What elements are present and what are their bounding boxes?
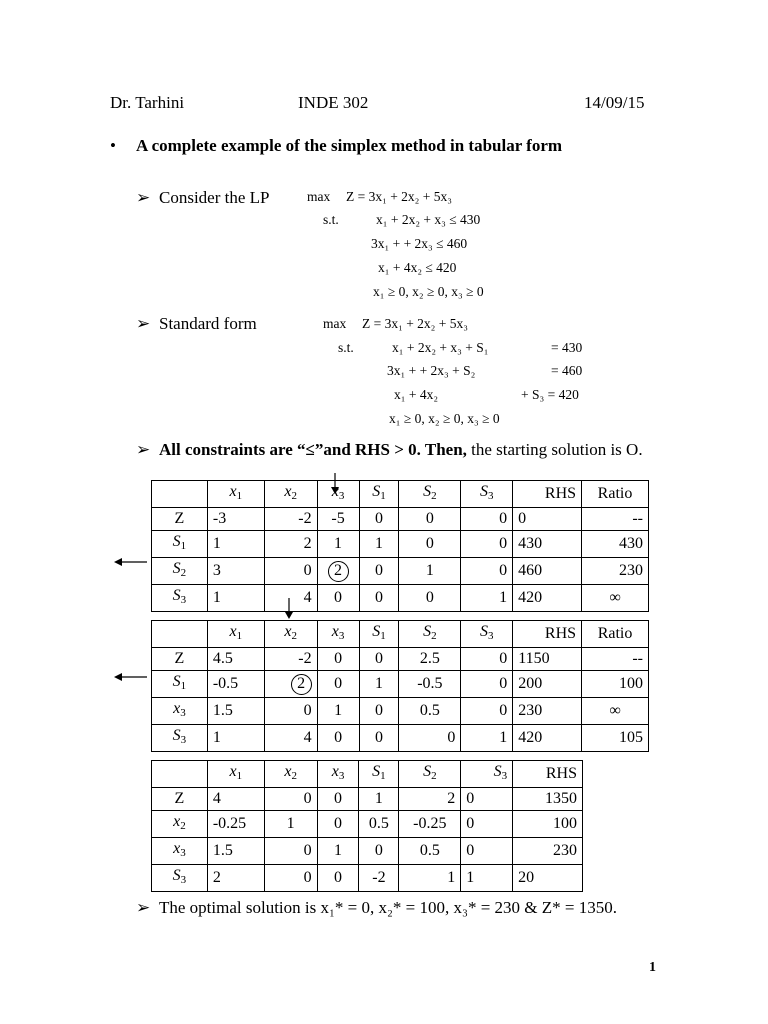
row-label: $S_3$	[152, 725, 208, 752]
table-cell: 1	[317, 531, 359, 558]
table-cell: 0	[317, 725, 359, 752]
standard-max: max	[323, 316, 347, 331]
table-row	[152, 671, 649, 698]
table-cell: 0	[359, 725, 399, 752]
column-header: $x_1$	[207, 761, 264, 788]
column-header: RHS	[513, 621, 582, 648]
column-header: $S_3$	[461, 761, 513, 788]
table-cell: 2	[207, 865, 264, 892]
column-header: $x_3$	[317, 761, 359, 788]
table-cell: 0	[461, 838, 513, 865]
table-cell: 4	[264, 585, 317, 612]
table-cell: 1	[359, 531, 399, 558]
row-label: $S_3$	[152, 865, 208, 892]
table-cell: 0.5	[359, 811, 399, 838]
table-cell: 0	[399, 585, 461, 612]
row-label: $x_3$	[152, 698, 208, 725]
table-row	[152, 838, 583, 865]
table-cell: 4	[264, 725, 317, 752]
row-label: Z	[152, 648, 208, 671]
table-row	[152, 531, 649, 558]
table-row	[152, 508, 649, 531]
table-cell: 105	[582, 725, 649, 752]
table-row	[152, 725, 649, 752]
optimal-solution: The optimal solution is x₁* = 0, x₂* = 100, x₃* = 230 & Z* = 1350.	[159, 898, 617, 917]
page-title: A complete example of the simplex method in tabular form	[136, 136, 563, 155]
standard-c1-right: = 430	[551, 340, 583, 355]
table-cell: 230	[582, 558, 649, 585]
column-header: RHS	[513, 761, 583, 788]
table-header-row	[152, 761, 583, 788]
standard-c1-left: x₁ + 2x₂ + x₃ + S₁	[392, 340, 489, 355]
table-cell: 2.5	[399, 648, 461, 671]
table-cell: 20	[513, 865, 583, 892]
standard-objective: Z = 3x₁ + 2x₂ + 5x₃	[362, 316, 468, 331]
statement-bold: All constraints are “≤”and RHS > 0. Then,	[159, 440, 467, 459]
row-label: Z	[152, 788, 208, 811]
leaving-arrow-1	[114, 558, 147, 566]
table-cell: 1	[264, 811, 317, 838]
table-cell: 0	[359, 508, 399, 531]
table-cell: 0	[264, 788, 317, 811]
table-row	[152, 585, 649, 612]
table-cell: 0	[317, 671, 359, 698]
table-row	[152, 865, 583, 892]
table-cell: 0	[359, 838, 399, 865]
table-cell: 0	[264, 698, 317, 725]
table-cell: 1	[207, 725, 264, 752]
consider-constraint-1: x₁ + 2x₂ + x₃ ≤ 430	[376, 212, 481, 227]
row-label: $x_2$	[152, 811, 208, 838]
table-cell: 230	[513, 838, 583, 865]
table-cell: -5	[317, 508, 359, 531]
table-cell: -2	[264, 648, 317, 671]
column-header: $S_1$	[359, 481, 399, 508]
column-header: $S_3$	[461, 481, 513, 508]
table-cell: 100	[513, 811, 583, 838]
table-header-row	[152, 481, 649, 508]
table-cell: 100	[582, 671, 649, 698]
table-cell: -0.5	[207, 671, 264, 698]
arrowhead-icon: ➢	[136, 314, 151, 333]
header-author: Dr. Tarhini	[110, 93, 185, 112]
table-cell: 0	[359, 698, 399, 725]
consider-nonneg: x₁ ≥ 0, x₂ ≥ 0, x₃ ≥ 0	[373, 284, 484, 299]
table-cell: 0	[461, 558, 513, 585]
consider-max: max	[307, 189, 331, 204]
table-cell: 0	[461, 648, 513, 671]
table-cell: 0	[513, 508, 582, 531]
table-cell: -0.5	[399, 671, 461, 698]
table-cell: 1	[461, 865, 513, 892]
row-label: $S_1$	[152, 531, 208, 558]
leaving-arrow-2	[114, 673, 147, 681]
table-cell: 1350	[513, 788, 583, 811]
table-cell: 0	[461, 811, 513, 838]
table-cell: 3	[207, 558, 264, 585]
table-cell: ∞	[582, 698, 649, 725]
arrowhead-icon: ➢	[136, 440, 151, 459]
table-cell: 420	[513, 585, 582, 612]
table-cell: ∞	[582, 585, 649, 612]
table-cell: 4.5	[207, 648, 264, 671]
column-header: $x_3$	[317, 481, 359, 508]
standard-st: s.t.	[338, 340, 354, 355]
table-cell: 430	[582, 531, 649, 558]
header-date: 14/09/15	[584, 93, 645, 112]
table-cell: 1	[399, 865, 461, 892]
consider-objective: Z = 3x₁ + 2x₂ + 5x₃	[346, 189, 452, 204]
tableau-2	[151, 620, 649, 752]
header-course: INDE 302	[298, 93, 369, 112]
pivot-element: 2	[328, 561, 349, 582]
table-row	[152, 558, 649, 585]
consider-st: s.t.	[323, 212, 339, 227]
consider-constraint-2: 3x₁ + + 2x₃ ≤ 460	[371, 236, 468, 251]
row-label: $x_3$	[152, 838, 208, 865]
table-cell: 0.5	[399, 838, 461, 865]
table-cell	[152, 621, 208, 648]
page-number: 1	[649, 960, 656, 975]
table-cell: 1	[399, 558, 461, 585]
table-cell: 1.5	[207, 838, 264, 865]
table-cell: 1	[207, 531, 264, 558]
table-cell: 0	[461, 698, 513, 725]
row-label: $S_1$	[152, 671, 208, 698]
table-cell: 0	[461, 508, 513, 531]
table-cell: -2	[359, 865, 399, 892]
table-row	[152, 788, 583, 811]
column-header: $S_2$	[399, 481, 461, 508]
column-header: $x_2$	[264, 621, 317, 648]
table-cell: 0	[264, 865, 317, 892]
table-cell: 0	[317, 811, 359, 838]
column-header: $x_1$	[207, 621, 264, 648]
table-cell: 0	[461, 531, 513, 558]
column-header: $x_1$	[207, 481, 264, 508]
column-header: Ratio	[582, 481, 649, 508]
row-label: $S_3$	[152, 585, 208, 612]
column-header: $x_2$	[264, 481, 317, 508]
table-cell: 420	[513, 725, 582, 752]
table-cell: 0	[359, 585, 399, 612]
table-cell: 230	[513, 698, 582, 725]
column-header: $S_1$	[359, 621, 399, 648]
table-cell: 0	[461, 671, 513, 698]
table-cell: 2	[264, 531, 317, 558]
standard-c2-right: = 460	[551, 363, 583, 378]
table-cell	[152, 481, 208, 508]
row-label: Z	[152, 508, 208, 531]
standard-label: Standard form	[159, 314, 257, 333]
table-cell: 1	[461, 725, 513, 752]
table-cell: 200	[513, 671, 582, 698]
tableau-3	[151, 760, 583, 892]
column-header: $x_3$	[317, 621, 359, 648]
table-row	[152, 648, 649, 671]
standard-c2-left: 3x₁ + + 2x₃ + S₂	[387, 363, 476, 378]
arrowhead-icon: ➢	[136, 188, 151, 207]
table-cell: 1	[359, 671, 399, 698]
column-header: $S_1$	[359, 761, 399, 788]
table-cell: -0.25	[207, 811, 264, 838]
column-header: RHS	[513, 481, 582, 508]
table-cell: 430	[513, 531, 582, 558]
standard-nonneg: x₁ ≥ 0, x₂ ≥ 0, x₃ ≥ 0	[389, 411, 500, 426]
table-cell: 460	[513, 558, 582, 585]
table-cell: 1	[359, 788, 399, 811]
table-cell: 2	[399, 788, 461, 811]
table-cell: -3	[207, 508, 264, 531]
table-cell: --	[582, 508, 649, 531]
column-header: $S_2$	[399, 761, 461, 788]
table-cell: 0	[317, 648, 359, 671]
table-cell: -0.25	[399, 811, 461, 838]
table-cell: 0	[399, 531, 461, 558]
table-cell: --	[582, 648, 649, 671]
arrowhead-icon: ➢	[136, 898, 151, 917]
column-header: $x_2$	[264, 761, 317, 788]
table-cell: 0	[359, 648, 399, 671]
table-cell: 0	[264, 838, 317, 865]
pivot-cell	[264, 671, 317, 698]
table-header-row	[152, 621, 649, 648]
table-cell: -2	[264, 508, 317, 531]
table-row	[152, 811, 583, 838]
table-cell: 4	[207, 788, 264, 811]
table-cell: 0	[399, 508, 461, 531]
consider-label: Consider the LP	[159, 188, 270, 207]
row-label: $S_2$	[152, 558, 208, 585]
table-cell: 0	[317, 585, 359, 612]
table-cell: 1150	[513, 648, 582, 671]
table-cell: 0.5	[399, 698, 461, 725]
column-header: Ratio	[582, 621, 649, 648]
table-cell: 0	[359, 558, 399, 585]
standard-c3-right: + S₃ = 420	[521, 387, 579, 402]
column-header: $S_3$	[461, 621, 513, 648]
table-cell: 1	[317, 698, 359, 725]
standard-c3-left: x₁ + 4x₂	[394, 387, 439, 402]
table-row	[152, 698, 649, 725]
table-cell: 1	[461, 585, 513, 612]
consider-constraint-3: x₁ + 4x₂ ≤ 420	[378, 260, 457, 275]
table-cell: 0	[317, 788, 359, 811]
column-header: $S_2$	[399, 621, 461, 648]
bullet-icon: •	[110, 136, 116, 155]
table-cell	[152, 761, 208, 788]
table-cell: 0	[264, 558, 317, 585]
table-cell: 0	[399, 725, 461, 752]
tableau-1	[151, 480, 649, 612]
table-cell: 1	[207, 585, 264, 612]
pivot-element: 2	[291, 674, 312, 695]
table-cell: 0	[461, 788, 513, 811]
table-cell: 1	[317, 838, 359, 865]
table-cell: 1.5	[207, 698, 264, 725]
table-cell: 0	[317, 865, 359, 892]
statement-rest: the starting solution is O.	[466, 440, 643, 459]
pivot-cell	[317, 558, 359, 585]
